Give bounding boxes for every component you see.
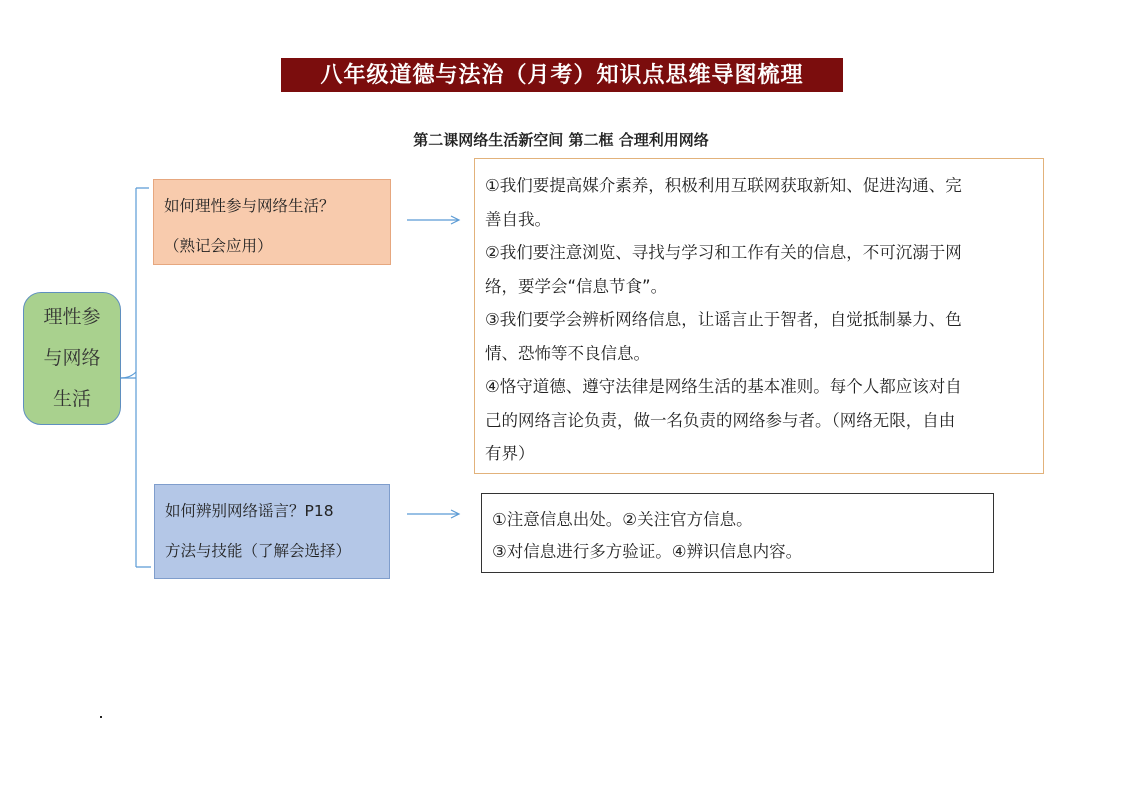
question-node-identify-rumors <box>154 484 390 579</box>
root-node <box>23 292 121 425</box>
arrow-icon <box>407 216 459 224</box>
answer-box-identify-rumors <box>481 493 994 573</box>
question-line: 方法与技能（了解会选择） <box>165 542 352 560</box>
stray-dot <box>100 716 102 718</box>
answer-line: ③对信息进行多方验证。④辨识信息内容。 <box>492 542 803 561</box>
answer-line: ④恪守道德、遵守法律是网络生活的基本准则。每个人都应该对自 <box>485 377 962 396</box>
answer-line: 己的网络言论负责，做一名负责的网络参与者。（网络无限，自由 <box>485 410 956 430</box>
answer-line: 有界） <box>485 444 535 463</box>
question-line: （熟记会应用） <box>164 237 273 255</box>
answer-line: 善自我。 <box>485 209 551 229</box>
question-line: 如何理性参与网络生活？ <box>164 197 335 215</box>
arrow-icon <box>407 510 459 518</box>
lesson-subtitle: 第二课网络生活新空间 第二框 合理利用网络 <box>413 131 709 149</box>
answer-line: ③我们要学会辨析网络信息，让谣言止于智者，自觉抵制暴力、色 <box>485 310 962 329</box>
answer-line: ①注意信息出处。②关注官方信息。 <box>492 510 753 529</box>
root-label-line: 与网络 <box>43 347 101 369</box>
answer-line: ①我们要提高媒介素养，积极利用互联网获取新知、促进沟通、完 <box>485 176 962 195</box>
answer-box-rational-participation <box>474 158 1044 474</box>
answer-line: 络，要学会“信息节食”。 <box>485 276 668 296</box>
answer-line: 情、恐怖等不良信息。 <box>485 343 650 363</box>
answer-line: ②我们要注意浏览、寻找与学习和工作有关的信息，不可沉溺于网 <box>485 243 962 262</box>
page-title: 八年级道德与法治（月考）知识点思维导图梳理 <box>281 58 843 92</box>
root-label-line: 理性参 <box>43 306 101 328</box>
root-label-line: 生活 <box>52 388 91 410</box>
question-node-rational-participation <box>153 179 391 265</box>
question-line: 如何辨别网络谣言？P18 <box>165 502 334 520</box>
